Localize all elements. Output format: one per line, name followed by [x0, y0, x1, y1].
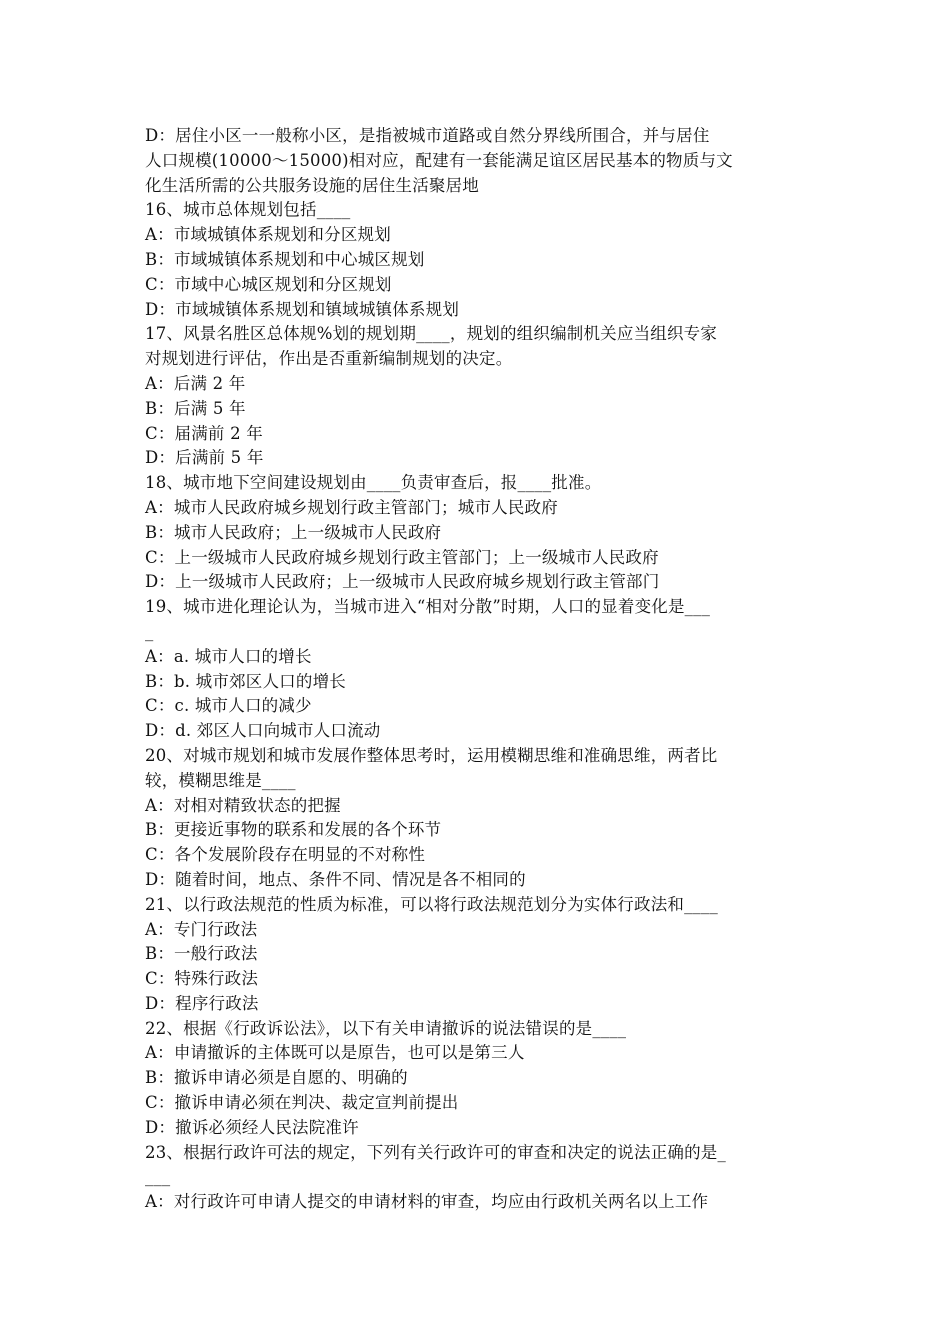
option-c: C：c. 城市人口的减少 — [145, 696, 312, 716]
option-c: C：届满前 2 年 — [145, 423, 263, 443]
option-a: A：对行政许可申请人提交的申请材料的审查，均应由行政机关两名以上工作 — [145, 1192, 709, 1212]
question-21: 21、以行政法规范的性质为标准，可以将行政法规范划分为实体行政法和____ — [145, 894, 718, 914]
option-a: A：市域城镇体系规划和分区规划 — [145, 225, 391, 245]
option-a: A：专门行政法 — [145, 919, 258, 939]
option-a: A：对相对精致状态的把握 — [145, 795, 341, 815]
option-c: C：各个发展阶段存在明显的不对称性 — [145, 845, 426, 865]
text-line: ___ — [145, 1167, 171, 1187]
text-line: D：居住小区一一般称小区，是指被城市道路或自然分界线所围合，并与居住 — [145, 126, 710, 145]
option-a: A：a. 城市人口的增长 — [145, 646, 312, 666]
option-a: A：后满 2 年 — [145, 373, 246, 393]
option-a: A：申请撤诉的主体既可以是原告，也可以是第三人 — [145, 1043, 525, 1063]
option-b: B：后满 5 年 — [145, 398, 246, 418]
option-d: D：后满前 5 年 — [145, 448, 264, 468]
text-line: 化生活所需的公共服务设施的居住生活聚居地 — [145, 175, 479, 195]
question-16: 16、城市总体规划包括____ — [145, 200, 351, 220]
question-19: 19、城市进化理论认为，当城市进入“相对分散”时期，人口的显着变化是___ — [145, 597, 711, 617]
option-d: D：上一级城市人民政府；上一级城市人民政府城乡规划行政主管部门 — [145, 572, 660, 592]
option-b: B：城市人民政府；上一级城市人民政府 — [145, 522, 442, 542]
option-a: A：城市人民政府城乡规划行政主管部门；城市人民政府 — [145, 497, 558, 517]
option-d: D：d. 郊区人口向城市人口流动 — [145, 721, 381, 741]
option-b: B：更接近事物的联系和发展的各个环节 — [145, 820, 442, 840]
document-body — [145, 124, 807, 1215]
question-22: 22、根据《行政诉讼法》，以下有关申请撤诉的说法错误的是____ — [145, 1018, 627, 1038]
text-line: 人口规模(10000～15000)相对应，配建有一套能满足谊区居民基本的物质与文 — [145, 150, 733, 170]
question-20: 20、对城市规划和城市发展作整体思考时，运用模糊思维和准确思维，两者比 — [145, 745, 718, 765]
option-b: B：b. 城市郊区人口的增长 — [145, 671, 346, 691]
question-17: 17、风景名胜区总体规%划的规划期____，规划的组织编制机关应当组织专家 — [145, 324, 718, 344]
question-18: 18、城市地下空间建设规划由____负责审查后，报____批准。 — [145, 473, 602, 493]
option-d: D：随着时间，地点、条件不同、情况是各不相同的 — [145, 869, 526, 889]
option-b: B：市域城镇体系规划和中心城区规划 — [145, 249, 425, 269]
option-d: D：市域城镇体系规划和镇域城镇体系规划 — [145, 299, 460, 319]
option-c: C：撤诉申请必须在判决、裁定宣判前提出 — [145, 1093, 459, 1113]
option-c: C：特殊行政法 — [145, 969, 259, 989]
option-d: D：撤诉必须经人民法院准许 — [145, 1117, 359, 1137]
question-23: 23、根据行政许可法的规定，下列有关行政许可的审查和决定的说法正确的是_ — [145, 1142, 726, 1162]
text-line: 较，模糊思维是____ — [145, 770, 296, 790]
option-d: D：程序行政法 — [145, 993, 259, 1013]
text-line: 对规划进行评估，作出是否重新编制规划的决定。 — [145, 349, 513, 369]
option-c: C：上一级城市人民政府城乡规划行政主管部门；上一级城市人民政府 — [145, 547, 659, 567]
option-c: C：市域中心城区规划和分区规划 — [145, 274, 392, 294]
text-line: _ — [145, 621, 154, 641]
option-b: B：一般行政法 — [145, 944, 258, 964]
option-b: B：撤诉申请必须是自愿的、明确的 — [145, 1068, 408, 1088]
